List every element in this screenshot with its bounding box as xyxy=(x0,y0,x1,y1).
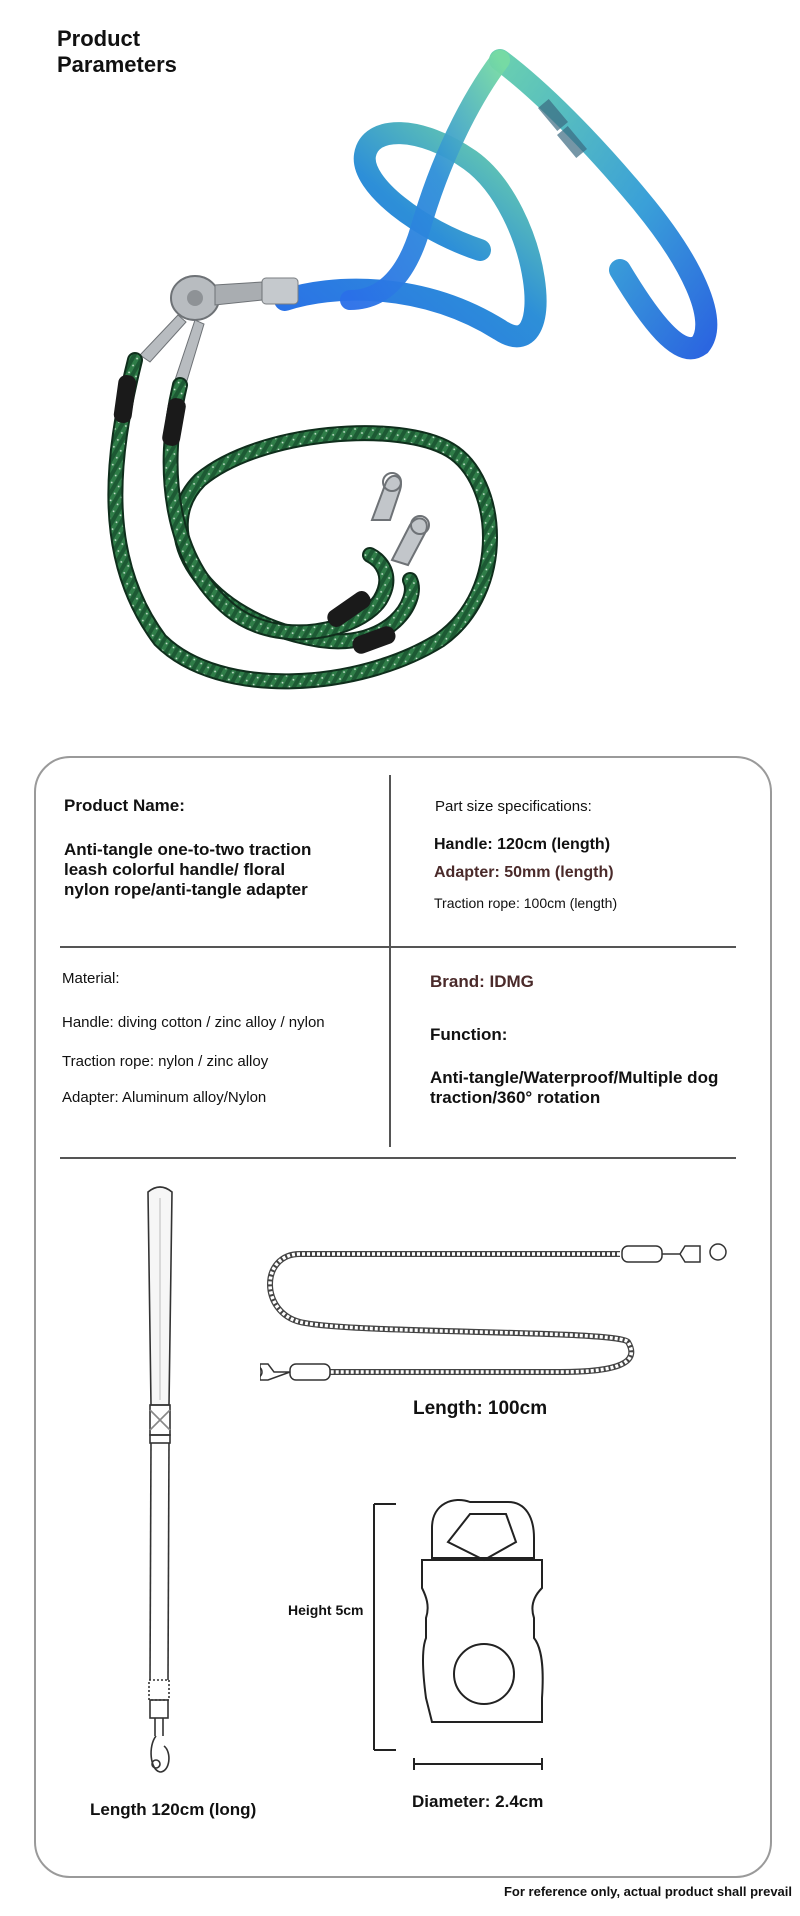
adapter-diameter-caption: Diameter: 2.4cm xyxy=(412,1792,544,1811)
material-adapter: Adapter: Aluminum alloy/Nylon xyxy=(62,1089,267,1106)
material-label: Material: xyxy=(62,970,120,987)
handle-length-caption: Length 120cm (long) xyxy=(90,1800,257,1819)
table-divider-bottom xyxy=(60,1157,736,1159)
part-size-traction-rope: Traction rope: 100cm (length) xyxy=(434,895,618,911)
table-divider-middle xyxy=(60,946,736,948)
rope-length-caption: Length: 100cm xyxy=(413,1398,548,1419)
table-divider-vertical xyxy=(389,775,391,1147)
product-name-label: Product Name: xyxy=(64,796,185,815)
handle-diagram xyxy=(120,1180,200,1790)
product-name-value: Anti-tangle one-to-two traction leash colorful handle/ floral nylon rope/anti-tangle adapter xyxy=(64,840,312,899)
function-value: Anti-tangle/Waterproof/Multiple dog traction/360° rotation xyxy=(430,1068,719,1107)
material-traction-rope: Traction rope: nylon / zinc alloy xyxy=(62,1053,269,1070)
footer-note: For reference only, actual product shall prevail xyxy=(503,1884,792,1899)
part-size-handle: Handle: 120cm (length) xyxy=(434,836,611,853)
page-title: Product Parameters xyxy=(57,26,177,77)
part-size-adapter: Adapter: 50mm (length) xyxy=(434,864,614,881)
rope-diagram xyxy=(260,1232,740,1392)
product-photo xyxy=(0,0,800,740)
material-handle: Handle: diving cotton / zinc alloy / nylon xyxy=(62,1014,325,1031)
brand-text: Brand: IDMG xyxy=(430,972,534,991)
handle-strap xyxy=(285,60,706,348)
snap-hooks xyxy=(372,473,429,565)
adapter-height-caption: Height 5cm xyxy=(288,1602,364,1618)
adapter-diagram xyxy=(370,1498,560,1770)
function-label: Function: xyxy=(430,1025,508,1044)
swivel-adapter xyxy=(140,276,298,384)
part-size-label: Part size specifications: xyxy=(435,798,592,815)
